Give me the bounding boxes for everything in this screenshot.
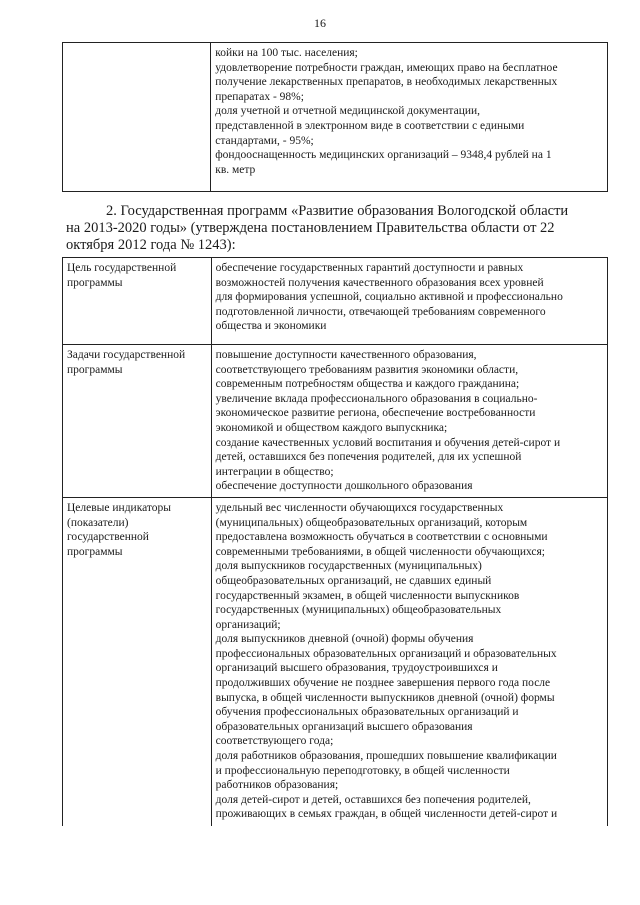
text-line: доля выпускников дневной (очной) формы обучения: [215, 633, 474, 646]
text-line: фондооснащенность медицинских организаций – 9348,4 рублей на 1: [215, 149, 552, 162]
text-line: детей, оставшихся без попечения родителей, для их успешной: [215, 451, 522, 464]
text-line: работников образования;: [215, 779, 339, 792]
text-line: предоставлена возможность обучаться в соответствии с основными: [215, 531, 548, 544]
text-line: образовательных организаций высшего образования: [215, 720, 473, 733]
text-line: интеграции в общество;: [215, 465, 334, 478]
heading-line: октября 2012 года № 1243):: [66, 237, 236, 253]
table-row-tasks: [63, 345, 608, 498]
text-line: государственный экзамен, в общей численности выпускников: [215, 589, 520, 602]
text-line: стандартами, - 95%;: [215, 134, 314, 147]
text-line: удовлетворение потребности граждан, имеющих право на бесплатное: [215, 61, 558, 74]
text-line: общеобразовательных организаций, не сдавших единый: [215, 574, 492, 587]
text-line: доля учетной и отчетной медицинской документации,: [215, 105, 481, 118]
page-number: 16: [314, 16, 326, 30]
text-line: проживающих в семьях граждан, в общей численности детей-сирот и: [215, 808, 558, 821]
value-cell: [211, 345, 607, 498]
section-heading: [66, 203, 606, 254]
text-line: продолживших обучение не позднее завершения первого года после: [215, 677, 551, 690]
label-cell: [63, 497, 212, 826]
text-line: доля работников образования, прошедших повышение квалификации: [215, 750, 557, 763]
text-line: для формирования успешной, социально активной и профессионально: [215, 291, 563, 304]
table-row-indicators: [63, 497, 608, 826]
heading-line: 2. Государственная программ «Развитие образования Вологодской области: [106, 203, 569, 219]
text-line: представленной в электронном виде в соответствии с едиными: [215, 119, 525, 132]
label-line: государственной: [67, 531, 149, 544]
text-line: повышение доступности качественного образования,: [215, 349, 477, 361]
text-line: создание качественных условий воспитания и обучения детей-сирот и: [215, 436, 561, 449]
value-cell: [211, 258, 607, 345]
text-line: удельный вес численности обучающихся государственных: [215, 501, 504, 514]
continued-table: [62, 42, 608, 192]
label-line: Задачи государственной: [67, 349, 186, 361]
program-passport-table: [62, 257, 608, 826]
label-cell: [63, 43, 211, 192]
text-line: организаций;: [215, 618, 281, 631]
text-line: общества и экономики: [215, 320, 327, 333]
label-line: программы: [67, 363, 123, 376]
label-line: Целевые индикаторы: [67, 501, 172, 514]
text-line: получение лекарственных препаратов, в необходимых лекарственных: [215, 76, 558, 89]
text-line: экономическое развитие региона, обеспечение востребованности: [215, 407, 536, 420]
text-line: современным потребностям общества и каждого гражданина;: [215, 378, 520, 391]
label-line: (показатели): [67, 516, 129, 529]
table-row: [63, 43, 608, 192]
text-line: кв. метр: [215, 163, 256, 176]
text-line: выпуска, в общей численности выпускников дневной (очной) формы: [215, 691, 555, 704]
text-line: (муниципальных) общеобразовательных организаций, которым: [215, 516, 528, 529]
text-line: препаратах - 98%;: [215, 90, 304, 103]
text-line: обучения профессиональных образовательных организаций и: [215, 706, 519, 719]
value-cell: [211, 497, 607, 826]
text-line: обеспечение государственных гарантий доступности и равных: [215, 262, 524, 274]
label-line: программы: [67, 545, 123, 558]
value-cell: [211, 43, 608, 192]
label-line: программы: [67, 276, 123, 289]
text-line: соответствующего года;: [215, 735, 334, 748]
text-line: доля детей-сирот и детей, оставшихся без попечения родителей,: [215, 793, 531, 806]
text-line: увеличение вклада профессионального образования в социально-: [215, 392, 538, 405]
label-cell: [63, 345, 212, 498]
text-line: экономикой и обществом каждого выпускника;: [215, 421, 448, 434]
table-row-goal: [63, 258, 608, 345]
text-line: доля выпускников государственных (муниципальных): [215, 560, 482, 573]
text-line: обеспечение доступности дошкольного образования: [215, 480, 473, 493]
label-line: Цель государственной: [67, 262, 177, 274]
text-line: современными требованиями, в общей численности обучающихся;: [215, 545, 545, 558]
text-line: профессиональных образовательных организаций и образовательных: [215, 647, 557, 660]
text-line: и профессиональную переподготовку, в общей численности: [215, 764, 510, 777]
text-line: соответствующего требованиям развития экономики области,: [215, 363, 519, 376]
label-cell: [63, 258, 212, 345]
text-line: возможностей получения качественного образования всех уровней: [215, 276, 544, 289]
text-line: койки на 100 тыс. населения;: [215, 47, 358, 59]
text-line: подготовленной личности, отвечающей требованиям современного: [215, 305, 546, 318]
text-line: государственных (муниципальных) общеобразовательных: [215, 604, 502, 617]
text-line: организаций высшего образования, трудоустроившихся и: [215, 662, 498, 675]
heading-line: на 2013-2020 годы» (утверждена постановлением Правительства области от 22: [66, 220, 555, 236]
